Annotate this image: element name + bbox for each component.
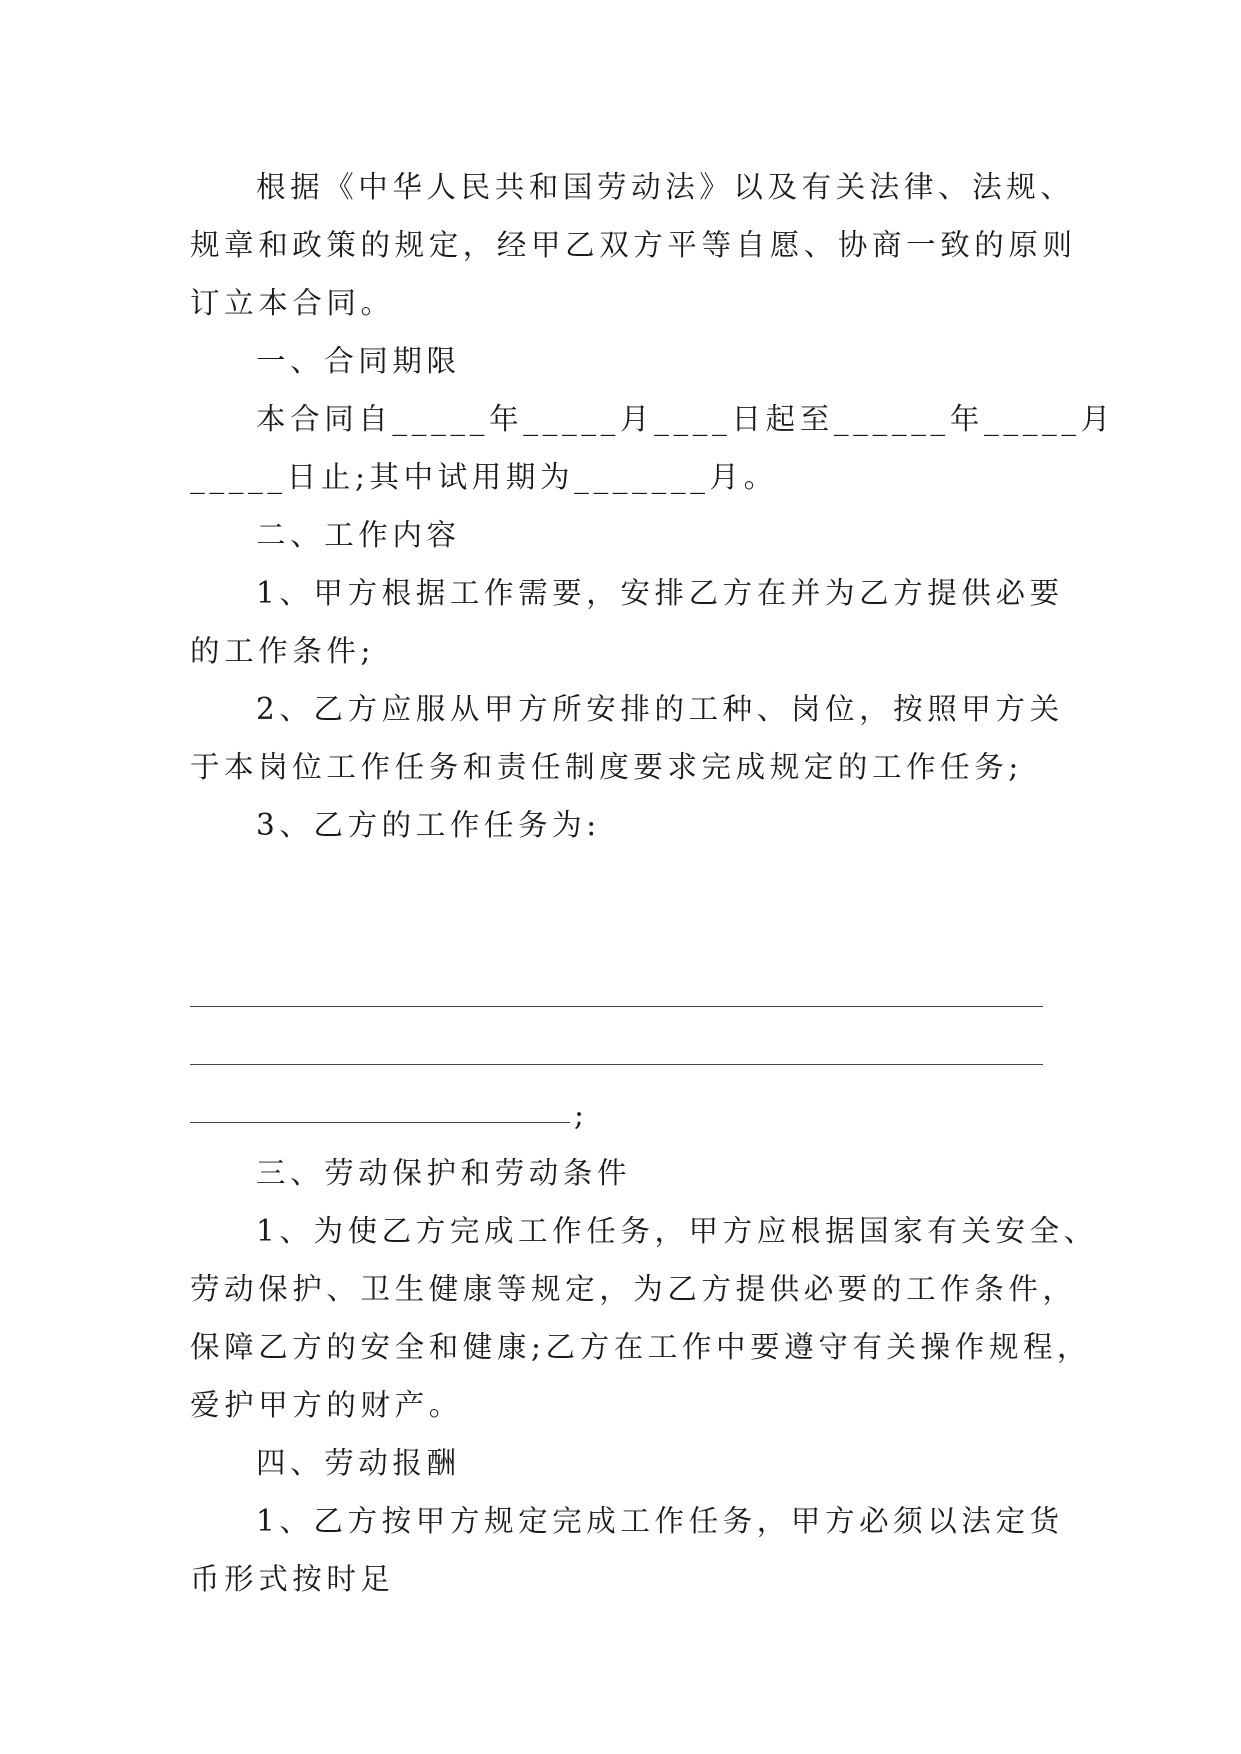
remuneration-item-1-line-2: 币形式按时足 xyxy=(190,1562,395,1596)
contract-term-line-2: _____日止;其中试用期为_______月。 xyxy=(190,460,778,494)
section-heading-labor-protection: 三、劳动保护和劳动条件 xyxy=(256,1156,632,1190)
labor-protection-item-1-line-1: 1、为使乙方完成工作任务，甲方应根据国家有关安全、 xyxy=(256,1214,1098,1248)
blank-spacer xyxy=(190,854,1080,970)
remuneration-item-1-line-1: 1、乙方按甲方规定完成工作任务，甲方必须以法定货 xyxy=(256,1504,1064,1538)
section-heading-remuneration: 四、劳动报酬 xyxy=(256,1446,461,1480)
labor-protection-item-1-line-3: 保障乙方的安全和健康;乙方在工作中要遵守有关操作规程， xyxy=(190,1330,1092,1364)
contract-term-line-1: 本合同自_____年_____月____日起至______年_____月 xyxy=(256,402,1115,436)
work-content-item-2-line-1: 2、乙方应服从甲方所安排的工种、岗位，按照甲方关 xyxy=(256,692,1064,726)
section-heading-work-content: 二、工作内容 xyxy=(256,518,461,552)
fill-in-line-end-mark: ; xyxy=(574,1098,584,1132)
labor-protection-item-1-line-4: 爱护甲方的财产。 xyxy=(190,1388,463,1422)
work-content-item-3: 3、乙方的工作任务为: xyxy=(256,808,601,842)
underline-rule xyxy=(190,1122,570,1123)
document-page xyxy=(190,158,1115,1608)
section-heading-contract-term: 一、合同期限 xyxy=(256,344,461,378)
underline-rule xyxy=(190,1006,1043,1007)
underline-rule xyxy=(190,1064,1043,1065)
work-content-item-1-line-2: 的工作条件; xyxy=(190,634,376,668)
fill-in-line-1 xyxy=(190,970,1080,1028)
paragraph-intro-line-1: 根据《中华人民共和国劳动法》以及有关法律、法规、 xyxy=(256,170,1075,204)
labor-protection-item-1-line-2: 劳动保护、卫生健康等规定，为乙方提供必要的工作条件， xyxy=(190,1272,1077,1306)
work-content-item-2-line-2: 于本岗位工作任务和责任制度要求完成规定的工作任务; xyxy=(190,750,1023,784)
fill-in-line-3 xyxy=(190,1086,1080,1144)
paragraph-intro-line-2: 规章和政策的规定，经甲乙双方平等自愿、协商一致的原则 xyxy=(190,228,1077,262)
paragraph-intro-line-3: 订立本合同。 xyxy=(190,286,395,320)
work-content-item-1-line-1: 1、甲方根据工作需要，安排乙方在并为乙方提供必要 xyxy=(256,576,1064,610)
fill-in-line-2 xyxy=(190,1028,1080,1086)
